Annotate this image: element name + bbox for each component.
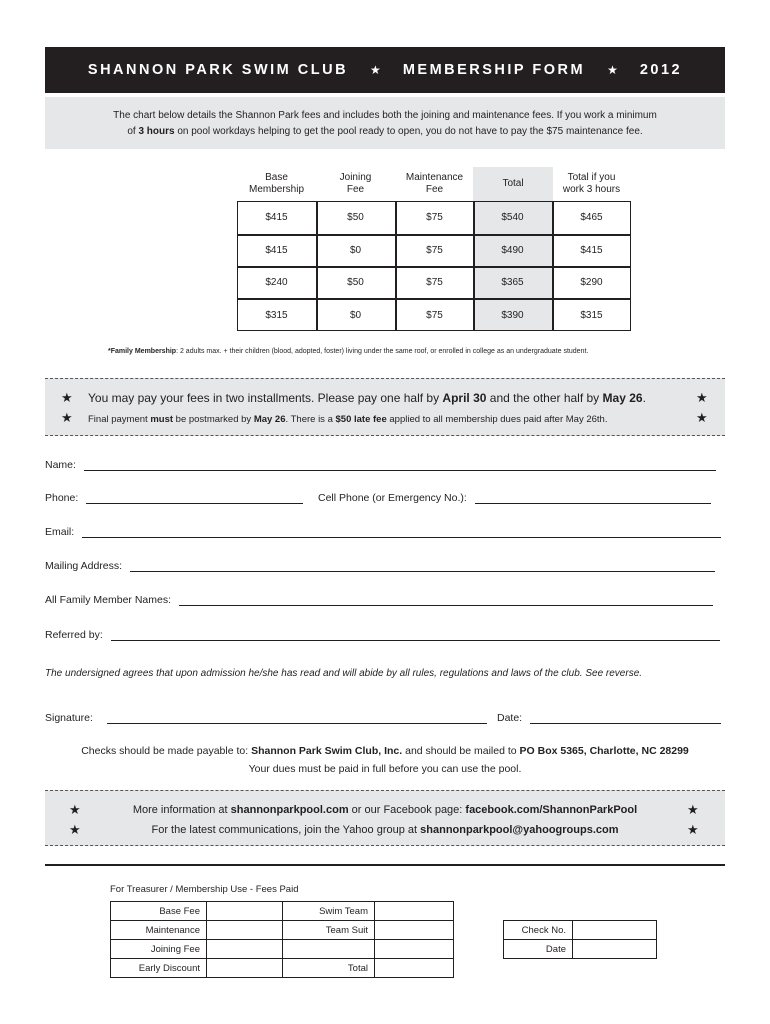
fee-cell: $75 bbox=[426, 277, 443, 288]
fee-cell: $50 bbox=[347, 277, 364, 288]
more-info-box bbox=[45, 790, 725, 846]
swim-team-label: Swim Team bbox=[283, 902, 375, 921]
cell-phone-input-line[interactable] bbox=[475, 494, 711, 504]
website-info: More information at shannonparkpool.com or our Facebook page: facebook.com/ShannonParkPool bbox=[132, 804, 638, 816]
name-input-line[interactable] bbox=[84, 461, 716, 471]
star-icon: ★ bbox=[61, 390, 73, 405]
fee-cell: $415 bbox=[265, 212, 288, 223]
installment-text: You may pay your fees in two installments. Please pay one half by April 30 and the other half by May 26. bbox=[88, 391, 646, 405]
email-input-line[interactable] bbox=[82, 528, 721, 538]
club-name: SHANNON PARK SWIM CLUB bbox=[87, 62, 349, 78]
agreement-text: The undersigned agrees that upon admission he/she has read and will abide by all rules, regulations and laws of the club. See reverse. bbox=[45, 668, 643, 679]
late-fee-text: Final payment must be postmarked by May 26. There is a $50 late fee applied to all membership dues paid after May 26th. bbox=[88, 414, 608, 425]
header-base-membership: Base Membership bbox=[248, 172, 305, 195]
base-fee-cell[interactable] bbox=[207, 902, 283, 921]
early-discount-cell[interactable] bbox=[207, 959, 283, 978]
check-no-cell[interactable] bbox=[573, 921, 657, 940]
fee-cell: $50 bbox=[347, 212, 364, 223]
referred-by-input-line[interactable] bbox=[111, 631, 720, 641]
facebook-link[interactable]: facebook.com/ShannonParkPool bbox=[465, 804, 638, 816]
form-header bbox=[45, 47, 725, 93]
check-no-label: Check No. bbox=[504, 921, 573, 940]
yahoo-group-link[interactable]: shannonparkpool@yahoogroups.com bbox=[420, 824, 619, 836]
team-suit-cell[interactable] bbox=[375, 921, 454, 940]
star-icon: ★ bbox=[61, 410, 73, 425]
phone-input-line[interactable] bbox=[86, 494, 303, 504]
fee-cell: $490 bbox=[501, 245, 524, 256]
divider bbox=[45, 864, 725, 866]
treasurer-title: For Treasurer / Membership Use - Fees Paid bbox=[110, 884, 299, 895]
blank-label bbox=[283, 940, 375, 959]
dues-paid-text: Your dues must be paid in full before you can use the pool. bbox=[248, 763, 522, 775]
early-discount-label: Early Discount bbox=[111, 959, 207, 978]
mailing-address-field: Mailing Address: bbox=[45, 560, 715, 572]
mailing-address-input-line[interactable] bbox=[130, 562, 715, 572]
fee-cell: $315 bbox=[265, 310, 288, 321]
fee-cell: $240 bbox=[265, 277, 288, 288]
signature-input-line[interactable] bbox=[107, 714, 487, 724]
form-title: MEMBERSHIP FORM bbox=[402, 62, 586, 78]
swim-team-cell[interactable] bbox=[375, 902, 454, 921]
referred-by-field: Referred by: bbox=[45, 629, 720, 641]
star-icon: ★ bbox=[607, 63, 618, 77]
yahoo-group-info: For the latest communications, join the Yahoo group at shannonparkpool@yahoogroups.com bbox=[151, 824, 619, 836]
fee-cell: $415 bbox=[265, 245, 288, 256]
total-label: Total bbox=[283, 959, 375, 978]
star-icon: ★ bbox=[687, 802, 699, 817]
email-field: Email: bbox=[45, 526, 721, 538]
fee-cell: $0 bbox=[349, 245, 362, 256]
table-row bbox=[111, 921, 454, 940]
name-field: Name: bbox=[45, 459, 716, 471]
fee-cell: $75 bbox=[426, 212, 443, 223]
table-row bbox=[504, 921, 657, 940]
star-icon: ★ bbox=[687, 822, 699, 837]
fee-cell: $540 bbox=[501, 212, 524, 223]
fee-cell: $75 bbox=[426, 245, 443, 256]
blank-cell[interactable] bbox=[375, 940, 454, 959]
date-input-line[interactable] bbox=[530, 714, 721, 724]
maintenance-label: Maintenance bbox=[111, 921, 207, 940]
header-total-work: Total if you work 3 hours bbox=[562, 172, 621, 195]
joining-fee-cell[interactable] bbox=[207, 940, 283, 959]
date-field: Date: bbox=[497, 712, 721, 724]
table-row bbox=[504, 940, 657, 959]
table-row bbox=[111, 940, 454, 959]
check-date-label: Date bbox=[504, 940, 573, 959]
fee-cell: $290 bbox=[580, 277, 603, 288]
fee-cell: $315 bbox=[580, 310, 603, 321]
checks-payable-text: Checks should be made payable to: Shannon Park Swim Club, Inc. and should be mailed to PO Box 5365, Charlotte, NC 28299 bbox=[81, 745, 689, 757]
cell-phone-field: Cell Phone (or Emergency No.): bbox=[318, 492, 711, 504]
fee-cell: $390 bbox=[501, 310, 524, 321]
total-cell[interactable] bbox=[375, 959, 454, 978]
family-names-field: All Family Member Names: bbox=[45, 594, 713, 606]
joining-fee-label: Joining Fee bbox=[111, 940, 207, 959]
fee-cell: $365 bbox=[501, 277, 524, 288]
star-icon: ★ bbox=[69, 802, 81, 817]
intro-line-2: of 3 hours on pool workdays helping to get the pool ready to open, you do not have to pay the $75 maintenance fee. bbox=[127, 126, 643, 137]
maintenance-cell[interactable] bbox=[207, 921, 283, 940]
intro-box bbox=[45, 97, 725, 149]
star-icon: ★ bbox=[696, 410, 708, 425]
family-names-input-line[interactable] bbox=[179, 596, 713, 606]
header-total: Total bbox=[502, 178, 524, 189]
website-link[interactable]: shannonparkpool.com bbox=[230, 804, 349, 816]
check-info-table bbox=[503, 920, 657, 959]
payment-info-box bbox=[45, 378, 725, 436]
phone-field: Phone: bbox=[45, 492, 303, 504]
form-year: 2012 bbox=[639, 62, 683, 78]
table-row bbox=[111, 902, 454, 921]
star-icon: ★ bbox=[69, 822, 81, 837]
intro-line-1: The chart below details the Shannon Park fees and includes both the joining and maintenance fees. If you work a minimum bbox=[113, 110, 657, 121]
signature-field: Signature: bbox=[45, 712, 487, 724]
base-fee-label: Base Fee bbox=[111, 902, 207, 921]
treasurer-fees-table bbox=[110, 901, 454, 978]
fee-cell: $415 bbox=[580, 245, 603, 256]
star-icon: ★ bbox=[696, 390, 708, 405]
team-suit-label: Team Suit bbox=[283, 921, 375, 940]
star-icon: ★ bbox=[370, 63, 381, 77]
fee-cell: $465 bbox=[580, 212, 603, 223]
family-membership-note: *Family Membership: 2 adults max. + their children (blood, adopted, foster) living under the same roof, or enrolled in college as an undergraduate student. bbox=[108, 348, 589, 355]
fee-cell: $0 bbox=[349, 310, 362, 321]
fee-cell: $75 bbox=[426, 310, 443, 321]
header-joining-fee: Joining Fee bbox=[339, 172, 372, 195]
check-date-cell[interactable] bbox=[573, 940, 657, 959]
header-maintenance-fee: Maintenance Fee bbox=[405, 172, 464, 195]
table-row bbox=[111, 959, 454, 978]
